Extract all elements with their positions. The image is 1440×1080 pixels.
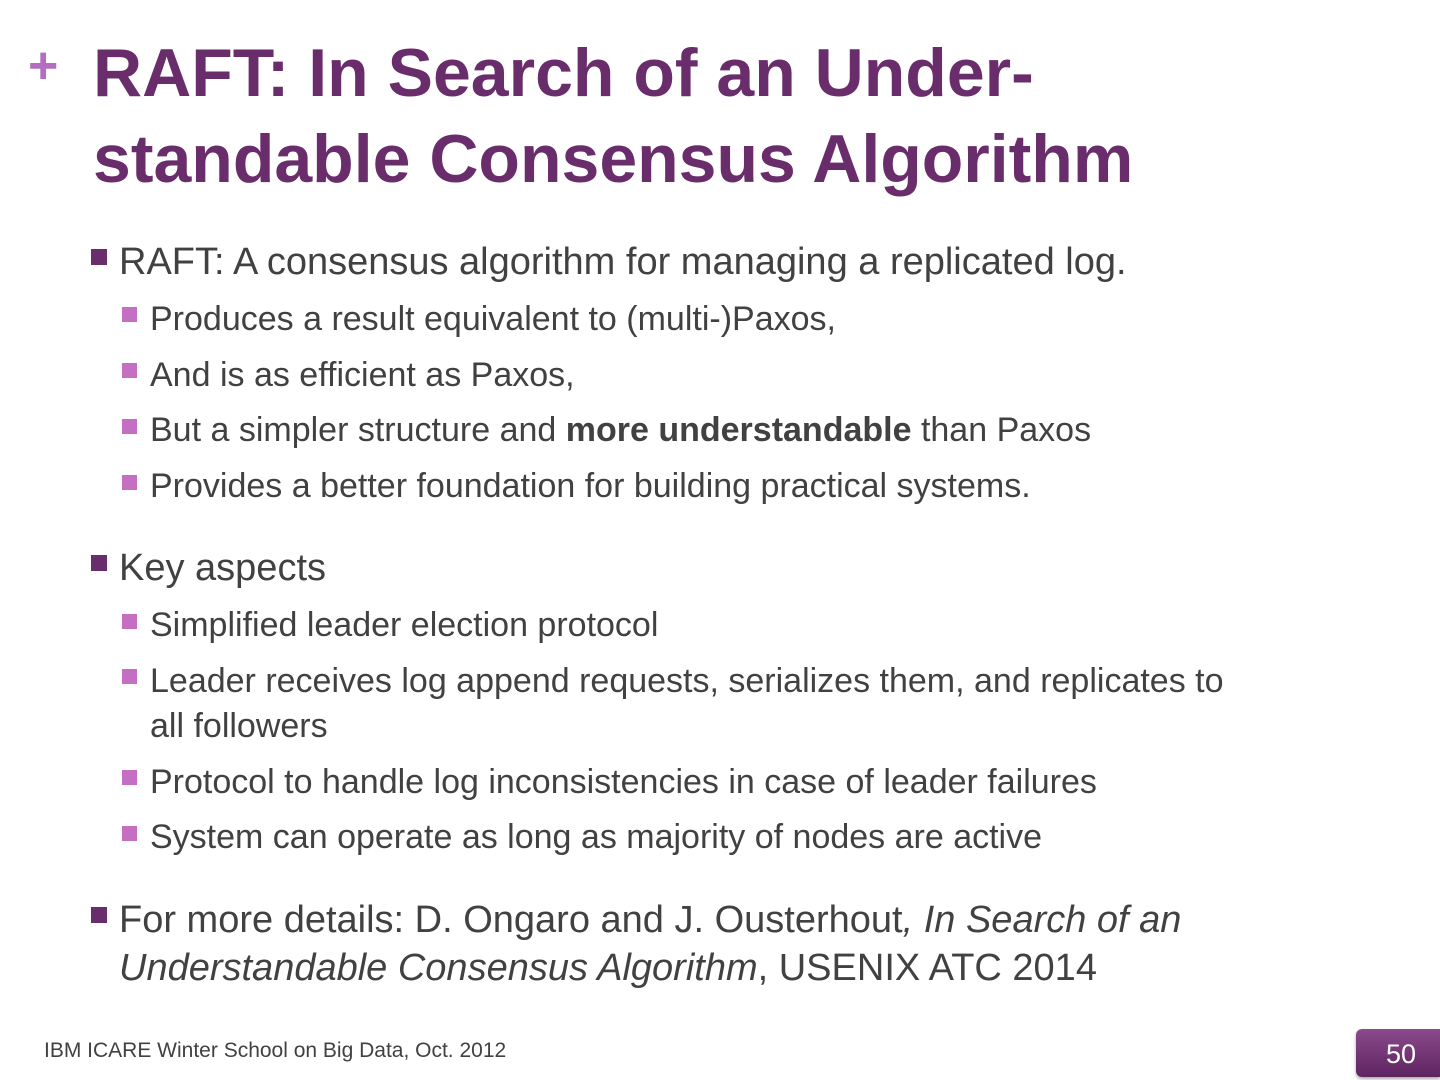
sub-bullet-efficient: And is as efficient as Paxos, (150, 356, 575, 394)
square-bullet-icon (91, 907, 107, 923)
page-number: 50 (1385, 1039, 1416, 1069)
more-details-title-part-1: , In Search of an (902, 899, 1182, 941)
sub-bullet-foundation: Provides a better foundation for building practical systems. (150, 467, 1031, 505)
sub-bullet-understandable-pre: But a simpler structure and (150, 411, 566, 449)
sub-bullet-leader-replicates-line-1: Leader receives log append requests, serializes them, and replicates to (150, 662, 1224, 700)
square-bullet-icon (91, 555, 107, 571)
sub-bullet-understandable-bold: more understandable (565, 411, 912, 449)
more-details-venue: , USENIX ATC 2014 (757, 947, 1097, 989)
square-bullet-small-icon (122, 475, 137, 490)
sub-bullet-paxos-equivalent: Produces a result equivalent to (multi-)Paxos, (150, 300, 836, 338)
square-bullet-small-icon (122, 669, 137, 684)
slide-footer: IBM ICARE Winter School on Big Data, Oct. 2012 (44, 1039, 507, 1062)
sub-bullet-understandable (150, 408, 1091, 453)
more-details-line-1 (119, 896, 1181, 944)
bullet-more-details (119, 896, 1181, 992)
bullet-raft-definition: RAFT: A consensus algorithm for managing a replicated log. (119, 241, 1127, 283)
more-details-title-part-2: Understandable Consensus Algorithm (119, 947, 758, 989)
sub-bullet-log-inconsistencies: Protocol to handle log inconsistencies in case of leader failures (150, 763, 1097, 801)
slide-title-line-2: standable Consensus Algorithm (93, 121, 1134, 197)
square-bullet-icon (91, 249, 107, 265)
sub-bullet-majority-active: System can operate as long as majority of nodes are active (150, 818, 1043, 856)
square-bullet-small-icon (122, 826, 137, 841)
square-bullet-small-icon (122, 363, 137, 378)
square-bullet-small-icon (122, 770, 137, 785)
page-number-badge (1356, 1029, 1440, 1077)
sub-bullet-leader-replicates (150, 659, 1224, 749)
plus-icon: + (28, 37, 59, 95)
sub-bullet-leader-election: Simplified leader election protocol (150, 606, 659, 644)
square-bullet-small-icon (122, 419, 137, 434)
sub-bullet-leader-replicates-line-2: all followers (150, 707, 328, 745)
slide-title-line-1: RAFT: In Search of an Under- (93, 35, 1034, 111)
bullet-key-aspects: Key aspects (119, 547, 326, 589)
square-bullet-small-icon (122, 307, 137, 322)
square-bullet-small-icon (122, 614, 137, 629)
more-details-line-2 (119, 944, 1181, 992)
sub-bullet-understandable-post: than Paxos (911, 411, 1092, 449)
more-details-authors: For more details: D. Ongaro and J. Ousterhout (119, 899, 903, 941)
